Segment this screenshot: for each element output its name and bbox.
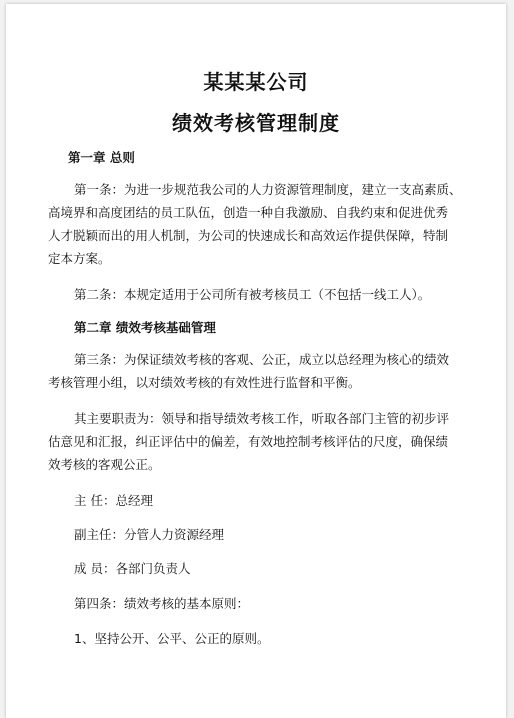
article-1-line: 高境界和高度团结的员工队伍，创造一种自我激励、自我约束和促进优秀 <box>48 205 449 220</box>
principle-1: 1、坚持公开、公平、公正的原则。 <box>74 631 270 646</box>
article-1-line: 定本方案。 <box>48 251 111 266</box>
article-1-line: 人才脱颖而出的用人机制，为公司的快速成长和高效运作提供保障，特制 <box>48 228 449 243</box>
committee-leader: 主 任：总经理 <box>74 493 153 508</box>
committee-members: 成 员：各部门负责人 <box>74 561 191 576</box>
article-4: 第四条：绩效考核的基本原则： <box>74 596 250 611</box>
article-3-line: 考核管理小组，以对绩效考核的有效性进行监督和平衡。 <box>48 375 361 390</box>
chapter-1-heading: 第一章 总则 <box>68 150 135 165</box>
article-3-line: 第三条：为保证绩效考核的客观、公正，成立以总经理为核心的绩效 <box>74 352 450 367</box>
document-title: 绩效考核管理制度 <box>172 111 340 135</box>
company-name: 某某某公司 <box>203 70 309 94</box>
duties-line: 效考核的客观公正。 <box>48 457 161 472</box>
duties-line: 估意见和汇报，纠正评估中的偏差，有效地控制考核评估的尺度，确保绩 <box>48 434 449 449</box>
article-1-line: 第一条：为进一步规范我公司的人力资源管理制度，建立一支高素质、 <box>74 182 462 197</box>
article-2: 第二条：本规定适用于公司所有被考核员工（不包括一线工人）。 <box>74 287 431 302</box>
chapter-2-heading: 第二章 绩效考核基础管理 <box>74 320 216 335</box>
committee-deputy: 副主任：分管人力资源经理 <box>74 527 225 542</box>
duties-line: 其主要职责为：领导和指导绩效考核工作，听取各部门主管的初步评 <box>74 411 450 426</box>
document-page <box>6 4 506 718</box>
